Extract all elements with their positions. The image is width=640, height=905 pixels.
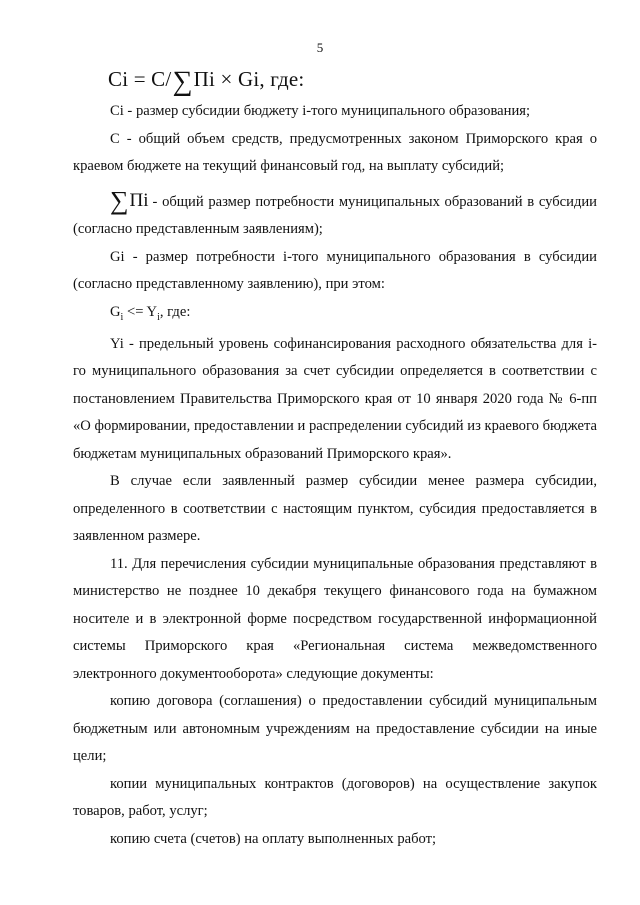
condition-g: G	[110, 303, 121, 320]
condition-sub-i: i	[120, 311, 124, 323]
pi-label: Пi	[129, 189, 149, 211]
yi-definition: Yi - предельный уровень софинансирования расходного обязательства для i-го муниципального образования за счет субсидии определяется в соответствии с постановлением Правительства Приморского края от 10 января 2020 года № 6-пп «О формировании, предоставлении и распределении субсидий из краевого бюджета бюджетам муниципальных образований Приморского края».	[73, 335, 597, 462]
formula-left: Ci = C/	[108, 67, 172, 91]
page-number: 5	[316, 40, 324, 55]
case-paragraph: В случае если заявленный размер субсидии менее размера субсидии, определенного в соответствии с настоящим пунктом, субсидия предоставляется в заявленном размере.	[73, 473, 597, 545]
document-body	[73, 98, 597, 853]
condition-mid: <= Y	[123, 303, 158, 320]
document-item-municipal-contracts: копии муниципальных контрактов (договоров) на осуществление закупок товаров, работ, услуг;	[73, 775, 597, 820]
c-definition: С - общий объем средств, предусмотренных законом Приморского края о краевом бюджете на текущий финансовый год, на выплату субсидий;	[73, 130, 597, 174]
pi-definition	[73, 187, 597, 244]
sum-symbol: ∑	[172, 66, 193, 97]
sum-symbol-inline: ∑	[110, 185, 129, 215]
document-item-contract-copy: копию договора (соглашения) о предоставлении субсидий муниципальным бюджетным или автономным учреждениям на предоставление субсидии на иные цели;	[73, 693, 597, 765]
condition-sub-i-2: i	[157, 311, 160, 323]
document-item-invoice-copy: копию счета (счетов) на оплату выполненных работ;	[110, 830, 437, 847]
pi-definition-text: - общий размер потребности муниципальных образований в субсидии (согласно представленным заявлениям);	[73, 193, 597, 237]
subsidy-formula	[108, 66, 304, 98]
gi-definition: Gi - размер потребности i-того муниципального образования в субсидии (согласно представленному заявлению), при этом:	[73, 248, 597, 292]
ci-definition: Ci - размер субсидии бюджету i-того муниципального образования;	[110, 103, 531, 119]
condition-line	[73, 299, 597, 331]
condition-end: , где:	[159, 303, 191, 320]
formula-right: Пi × Gi, где:	[193, 67, 305, 91]
item-11-paragraph: 11. Для перечисления субсидии муниципальные образования представляют в министерство не позднее 10 декабря текущего финансового года на бумажном носителе и в электронной форме посредством государственной информационной системы Приморского края «Региональная система межведомственного электронного документооборота» следующие документы:	[73, 555, 597, 682]
